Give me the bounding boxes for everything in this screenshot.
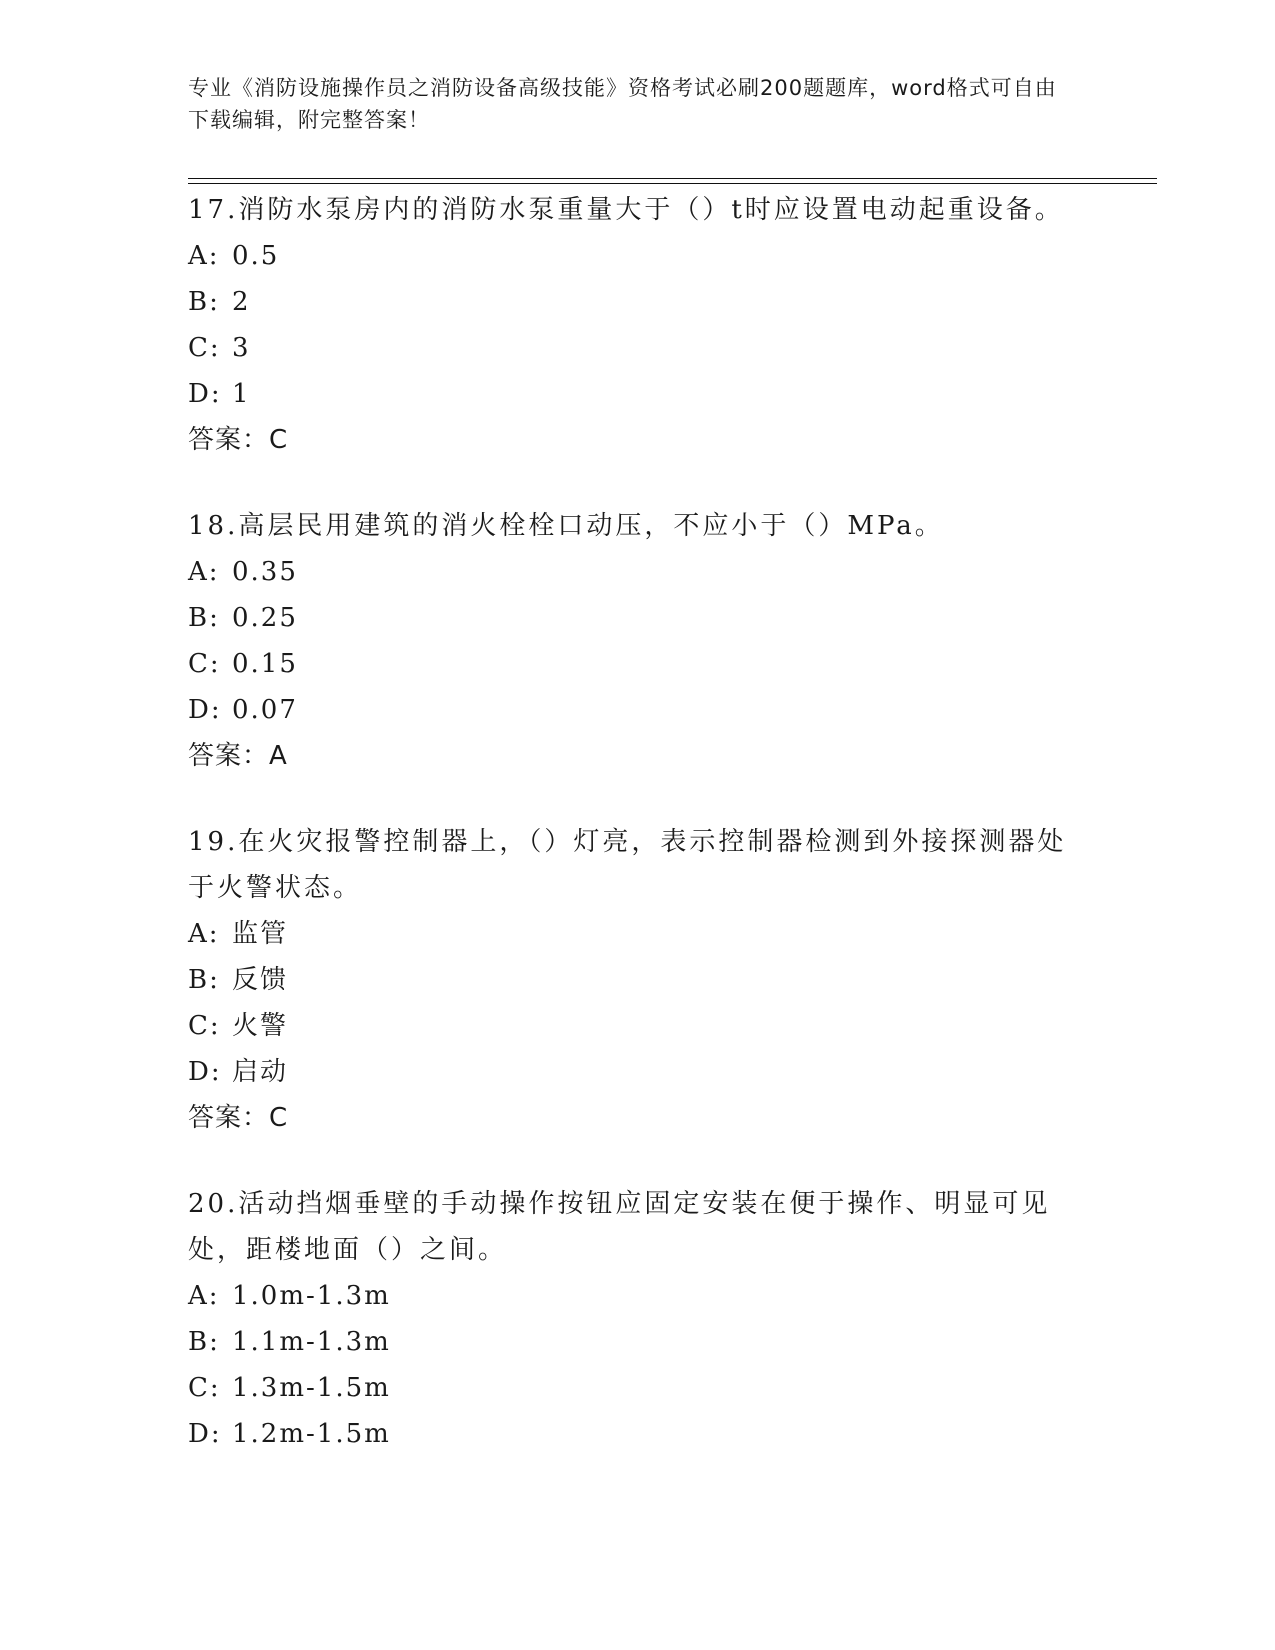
option-key: C: <box>188 1373 221 1403</box>
option-key: B: <box>188 287 220 317</box>
option-value: 0.25 <box>232 603 298 633</box>
option-value: 1.3m-1.5m <box>232 1373 391 1403</box>
option-d <box>188 371 1088 417</box>
option-d <box>188 1411 1088 1457</box>
option-value: 启动 <box>232 1057 289 1087</box>
question-19 <box>188 819 1088 1141</box>
option-value: 3 <box>232 333 251 363</box>
option-a <box>188 549 1088 595</box>
option-a <box>188 1273 1088 1319</box>
option-key: C: <box>188 649 221 679</box>
question-text: 17.消防水泵房内的消防水泵重量大于（）t时应设置电动起重设备。 <box>188 195 1064 225</box>
option-value: 0.15 <box>232 649 298 679</box>
option-key: C: <box>188 333 221 363</box>
option-value: 0.35 <box>232 557 298 587</box>
option-b <box>188 279 1088 325</box>
question-text: 20.活动挡烟垂壁的手动操作按钮应固定安装在便于操作、明显可见处，距楼地面（）之间。 <box>188 1189 1051 1265</box>
answer-label: 答案：A <box>188 741 288 771</box>
option-b <box>188 1319 1088 1365</box>
option-value: 监管 <box>232 919 289 949</box>
option-key: A: <box>188 919 220 949</box>
option-b <box>188 595 1088 641</box>
option-value: 1 <box>232 379 251 409</box>
option-key: A: <box>188 557 220 587</box>
option-value: 反馈 <box>232 965 289 995</box>
option-value: 1.1m-1.3m <box>232 1327 391 1357</box>
question-20 <box>188 1181 1088 1457</box>
option-c <box>188 1365 1088 1411</box>
option-key: B: <box>188 1327 220 1357</box>
option-key: D: <box>188 379 222 409</box>
option-d <box>188 687 1088 733</box>
option-key: A: <box>188 1281 220 1311</box>
option-key: C: <box>188 1011 221 1041</box>
option-c <box>188 1003 1088 1049</box>
option-value: 2 <box>232 287 251 317</box>
option-value: 0.5 <box>232 241 280 271</box>
answer-label: 答案：C <box>188 1103 289 1133</box>
option-a <box>188 911 1088 957</box>
question-text: 18.高层民用建筑的消火栓栓口动压，不应小于（）MPa。 <box>188 511 944 541</box>
question-17 <box>188 187 1088 463</box>
question-text: 19.在火灾报警控制器上，（）灯亮，表示控制器检测到外接探测器处于火警状态。 <box>188 827 1067 903</box>
option-key: D: <box>188 695 222 725</box>
option-key: D: <box>188 1419 222 1449</box>
option-b <box>188 957 1088 1003</box>
option-value: 火警 <box>232 1011 289 1041</box>
option-a <box>188 233 1088 279</box>
option-key: D: <box>188 1057 222 1087</box>
option-key: B: <box>188 965 220 995</box>
answer-label: 答案：C <box>188 425 289 455</box>
option-c <box>188 325 1088 371</box>
option-d <box>188 1049 1088 1095</box>
header-divider-top <box>188 178 1157 179</box>
option-value: 1.2m-1.5m <box>232 1419 391 1449</box>
option-key: A: <box>188 241 220 271</box>
document-header: 专业《消防设施操作员之消防设备高级技能》资格考试必刷200题题库，word格式可自由下载编辑，附完整答案！ <box>188 76 1057 132</box>
option-key: B: <box>188 603 220 633</box>
option-value: 0.07 <box>232 695 298 725</box>
option-c <box>188 641 1088 687</box>
header-divider-bottom <box>188 183 1157 184</box>
question-18 <box>188 503 1088 779</box>
option-value: 1.0m-1.3m <box>232 1281 391 1311</box>
